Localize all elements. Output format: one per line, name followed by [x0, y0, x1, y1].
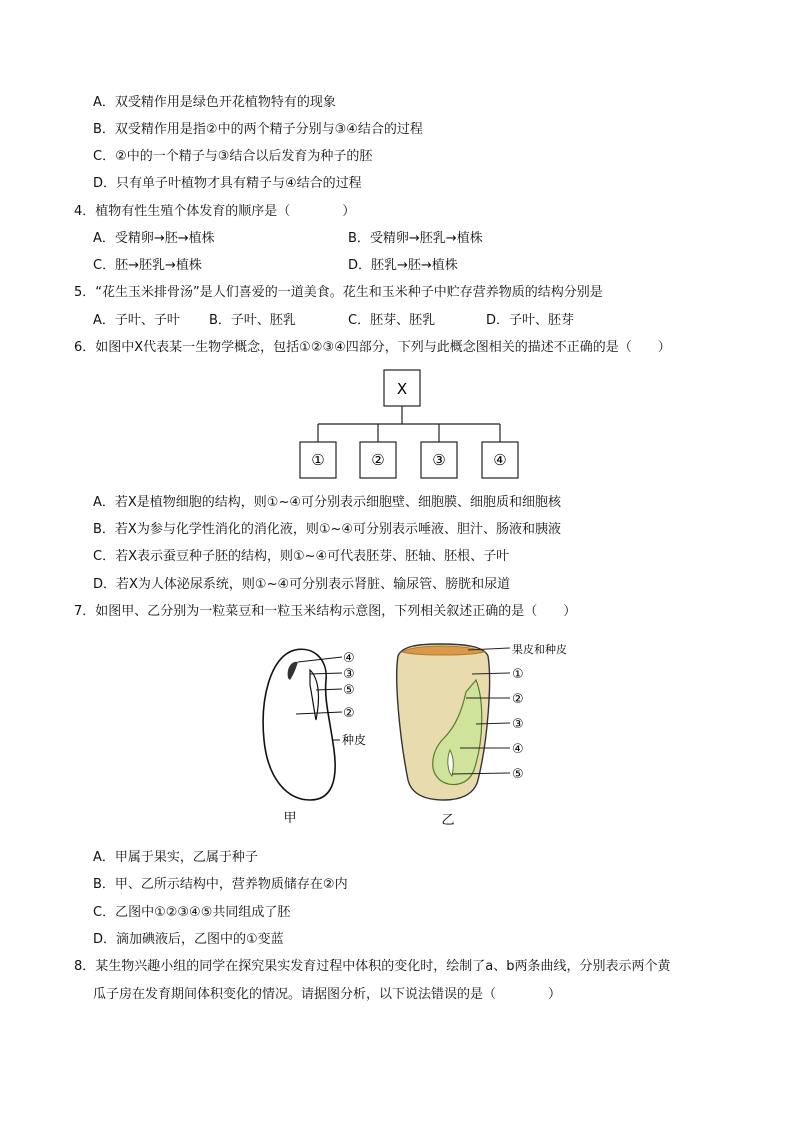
corn-kernel-diagram [388, 640, 588, 830]
q5-option-d: D．子叶、胚芽 [486, 313, 575, 328]
corn-label-2: ② [512, 692, 524, 707]
corn-caption: 乙 [441, 813, 455, 828]
bean-label-5: ⑤ [343, 683, 355, 698]
concept-child-label-4: ④ [493, 451, 507, 469]
concept-child-label-1: ① [311, 451, 325, 469]
q6-option-a: A．若X是植物细胞的结构，则①~④可分别表示细胞壁、细胞膜、细胞质和细胞核 [93, 495, 562, 510]
q3-option-d: D．只有单子叶植物才具有精子与④结合的过程 [93, 176, 362, 191]
q4-option-d: D．胚乳→胚→植株 [348, 258, 458, 273]
q5-option-c: C．胚芽、胚乳 [348, 313, 436, 328]
q6-stem: 6．如图中X代表某一生物学概念，包括①②③④四部分，下列与此概念图相关的描述不正确的是（ ） [74, 340, 671, 355]
q6-option-c: C．若X表示蚕豆种子胚的结构，则①~④可代表胚芽、胚轴、胚根、子叶 [93, 549, 510, 564]
q6-option-b: B．若X为参与化学性消化的消化液，则①~④可分别表示唾液、胆汁、肠液和胰液 [93, 522, 562, 537]
concept-child-label-3: ③ [432, 451, 446, 469]
q4-option-b: B．受精卵→胚乳→植株 [348, 231, 483, 246]
corn-label-4: ④ [512, 742, 524, 757]
bean-label-3: ③ [343, 667, 355, 682]
concept-child-label-2: ② [371, 451, 385, 469]
q3-option-c: C．②中的一个精子与③结合以后发育为种子的胚 [93, 149, 373, 164]
q4-stem: 4．植物有性生殖个体发育的顺序是（ ） [74, 204, 356, 219]
bean-seed-outline [263, 649, 335, 800]
q8-stem-line2: 瓜子房在发育期间体积变化的情况。请据图分析，以下说法错误的是（ ） [93, 987, 562, 1002]
corn-label-5: ⑤ [512, 767, 524, 782]
q5-option-a: A．子叶、子叶 [93, 313, 180, 328]
bean-caption: 甲 [283, 811, 297, 826]
corn-label-pericarp: 果皮和种皮 [512, 643, 567, 656]
bean-seed-diagram [250, 640, 390, 830]
q7-option-c: C．乙图中①②③④⑤共同组成了胚 [93, 905, 291, 920]
corn-label-3: ③ [512, 717, 524, 732]
q3-option-a: A．双受精作用是绿色开花植物特有的现象 [93, 95, 336, 110]
concept-diagram [290, 368, 530, 486]
q7-option-d: D．滴加碘液后，乙图中的①变蓝 [93, 932, 284, 947]
q7-option-b: B．甲、乙所示结构中，营养物质储存在②内 [93, 877, 348, 892]
q3-option-b: B．双受精作用是指②中的两个精子分别与③④结合的过程 [93, 122, 423, 137]
concept-root-label: X [396, 380, 408, 398]
q6-option-d: D．若X为人体泌尿系统，则①~④可分别表示肾脏、输尿管、膀胱和尿道 [93, 577, 511, 592]
bean-label-2: ② [343, 706, 355, 721]
q4-option-a: A．受精卵→胚→植株 [93, 231, 215, 246]
corn-label-1: ① [512, 667, 524, 682]
q8-stem-line1: 8．某生物兴趣小组的同学在探究果实发育过程中体积的变化时，绘制了a、b两条曲线，分别表示两个黄 [74, 959, 671, 974]
q4-option-c: C．胚→胚乳→植株 [93, 258, 202, 273]
q7-option-a: A．甲属于果实，乙属于种子 [93, 850, 258, 865]
q5-stem: 5．“花生玉米排骨汤”是人们喜爱的一道美食。花生和玉米种子中贮存营养物质的结构分别是 [74, 285, 603, 300]
q5-option-b: B．子叶、胚乳 [209, 313, 296, 328]
bean-label-seedcoat: 种皮 [342, 733, 367, 747]
q7-stem: 7．如图甲、乙分别为一粒菜豆和一粒玉米结构示意图，下列相关叙述正确的是（ ） [74, 604, 577, 619]
bean-label-4: ④ [343, 651, 355, 666]
